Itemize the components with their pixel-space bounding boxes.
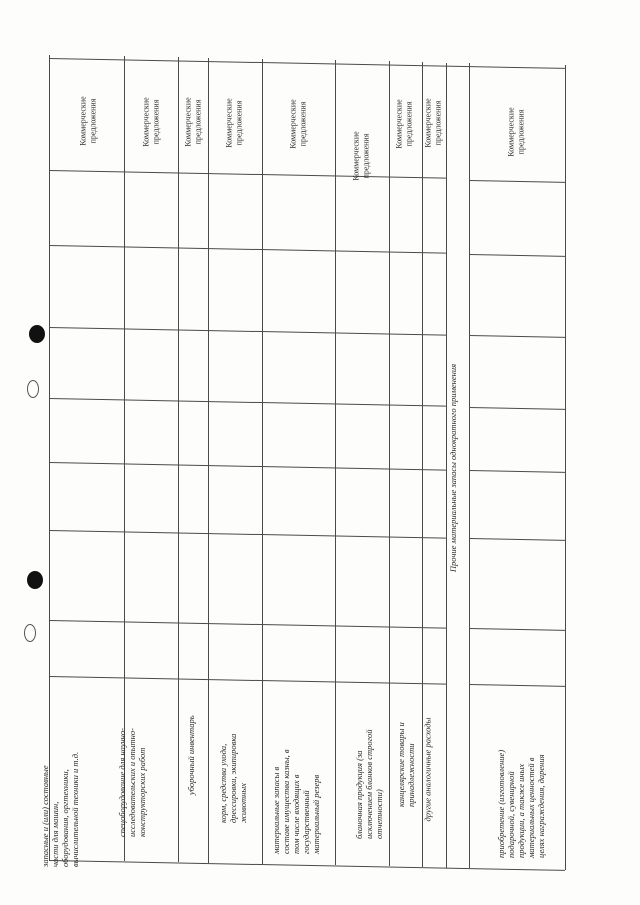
row-source-2: Коммерческие предложения (141, 97, 161, 147)
row-label-2: спецоборудование для научно- исследовательских и опытно- конструкторских работ (117, 728, 147, 837)
table-border-top (49, 58, 565, 69)
table-border-right (565, 65, 566, 870)
col-divider-4b (469, 407, 565, 410)
punch-hole-top (29, 325, 45, 343)
table-border-bottom (49, 860, 565, 871)
row-label-1: запасные и (или) составные части для машин, оборудования, оргтехники, вычислительной техники и т.д. (40, 751, 80, 867)
punch-ring-bottom (24, 624, 36, 642)
row-divider-9 (469, 63, 470, 868)
row-source-4: Коммерческие предложения (224, 98, 244, 148)
row-source-6: Коммерческие предложения (351, 131, 371, 181)
col-divider-5b (469, 470, 565, 473)
row-divider-4 (262, 59, 263, 864)
row-source-3: Коммерческие предложения (183, 97, 203, 147)
row-divider-5 (335, 60, 336, 865)
col-divider-1b (469, 180, 565, 183)
row-label-4: корм, средства ухода, дрессировки, экипировка животных (218, 733, 248, 823)
row-divider-8 (446, 63, 447, 868)
col-divider-6 (49, 530, 446, 539)
row-source-5: Коммерческие предложения (288, 99, 308, 149)
row-label-6: бланочная продукция (за исключением бланков строгой отчетности) (354, 729, 384, 839)
col-divider-5 (49, 462, 446, 471)
col-divider-4 (49, 398, 446, 407)
col-divider-8b (469, 684, 565, 687)
col-divider-7 (49, 620, 446, 629)
row-source-9: Коммерческие предложения (506, 107, 526, 157)
row-divider-3 (208, 58, 209, 863)
col-divider-2 (49, 245, 446, 254)
row-source-8: Коммерческие предложения (423, 98, 443, 148)
punch-hole-bottom (27, 571, 43, 589)
col-divider-8 (49, 676, 446, 685)
punch-ring-top (27, 380, 39, 398)
col-divider-3 (49, 327, 446, 336)
row-label-5: материальные запасы в составе имущества казны, в том числе входящих в государственный материальный резерв (271, 749, 321, 854)
row-label-8: другие аналогичные расходы (422, 717, 433, 822)
section-title: Прочие материальные запасы однократного применения (448, 363, 458, 573)
col-divider-2b (469, 254, 565, 257)
row-label-9: приобретение (изготовление) подарочной, сувенирной продукции, а также иных материальных ценностей в целях награждения, дарения (496, 749, 546, 858)
row-label-7: канцелярские товары и принадлежности (396, 722, 416, 807)
row-source-1: Коммерческие предложения (78, 96, 98, 146)
row-source-7: Коммерческие предложения (394, 99, 414, 149)
col-divider-6b (469, 538, 565, 541)
row-label-3: уборочный инвентарь (186, 715, 196, 795)
row-divider-2 (178, 57, 179, 862)
col-divider-1 (49, 170, 446, 179)
col-divider-3b (469, 335, 565, 338)
col-divider-7b (469, 628, 565, 631)
